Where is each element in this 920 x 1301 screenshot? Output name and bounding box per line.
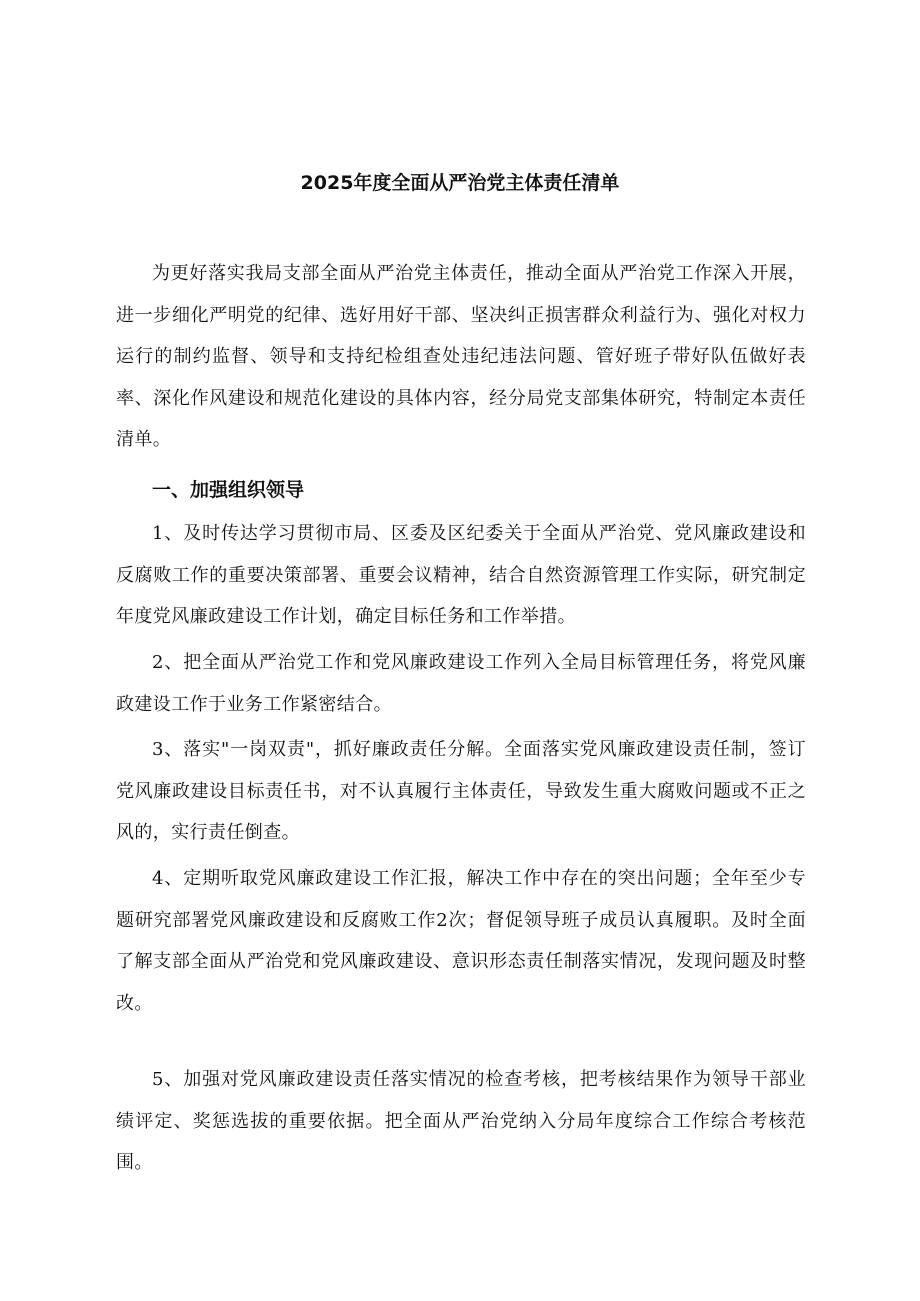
list-item: 3、落实"一岗双责"，抓好廉政责任分解。全面落实党风廉政建设责任制，签订党风廉政建设目标责任书，对不认真履行主体责任，导致发生重大腐败问题或不正之风的，实行责任倒查。 (116, 739, 806, 843)
document-title: 2025年度全面从严治党主体责任清单 (300, 172, 620, 194)
list-item: 4、定期听取党风廉政建设工作汇报，解决工作中存在的突出问题；全年至少专题研究部署党风廉政建设和反腐败工作2次；督促领导班子成员认真履职。及时全面了解支部全面从严治党和党风廉政建设、意识形态责任制落实情况，发现问题及时整改。 (116, 868, 806, 1014)
section-heading: 一、加强组织领导 (152, 479, 305, 501)
list-item: 5、加强对党风廉政建设责任落实情况的检查考核，把考核结果作为领导干部业绩评定、奖惩选拔的重要依据。把全面从严治党纳入分局年度综合工作综合考核范围。 (116, 1069, 806, 1173)
intro-paragraph: 为更好落实我局支部全面从严治党主体责任，推动全面从严治党工作深入开展，进一步细化严明党的纪律、选好用好干部、坚决纠正损害群众利益行为、强化对权力运行的制约监督、领导和支持纪检组查处违纪违法问题、管好班子带好队伍做好表率、深化作风建设和规范化建设的具体内容，经分局党支部集体研究，特制定本责任清单。 (116, 263, 806, 450)
list-item: 2、把全面从严治党工作和党风廉政建设工作列入全局目标管理任务，将党风廉政建设工作于业务工作紧密结合。 (116, 652, 806, 715)
list-item: 1、及时传达学习贯彻市局、区委及区纪委关于全面从严治党、党风廉政建设和反腐败工作的重要决策部署、重要会议精神，结合自然资源管理工作实际，研究制定年度党风廉政建设工作计划，确定目标任务和工作举措。 (116, 523, 806, 627)
